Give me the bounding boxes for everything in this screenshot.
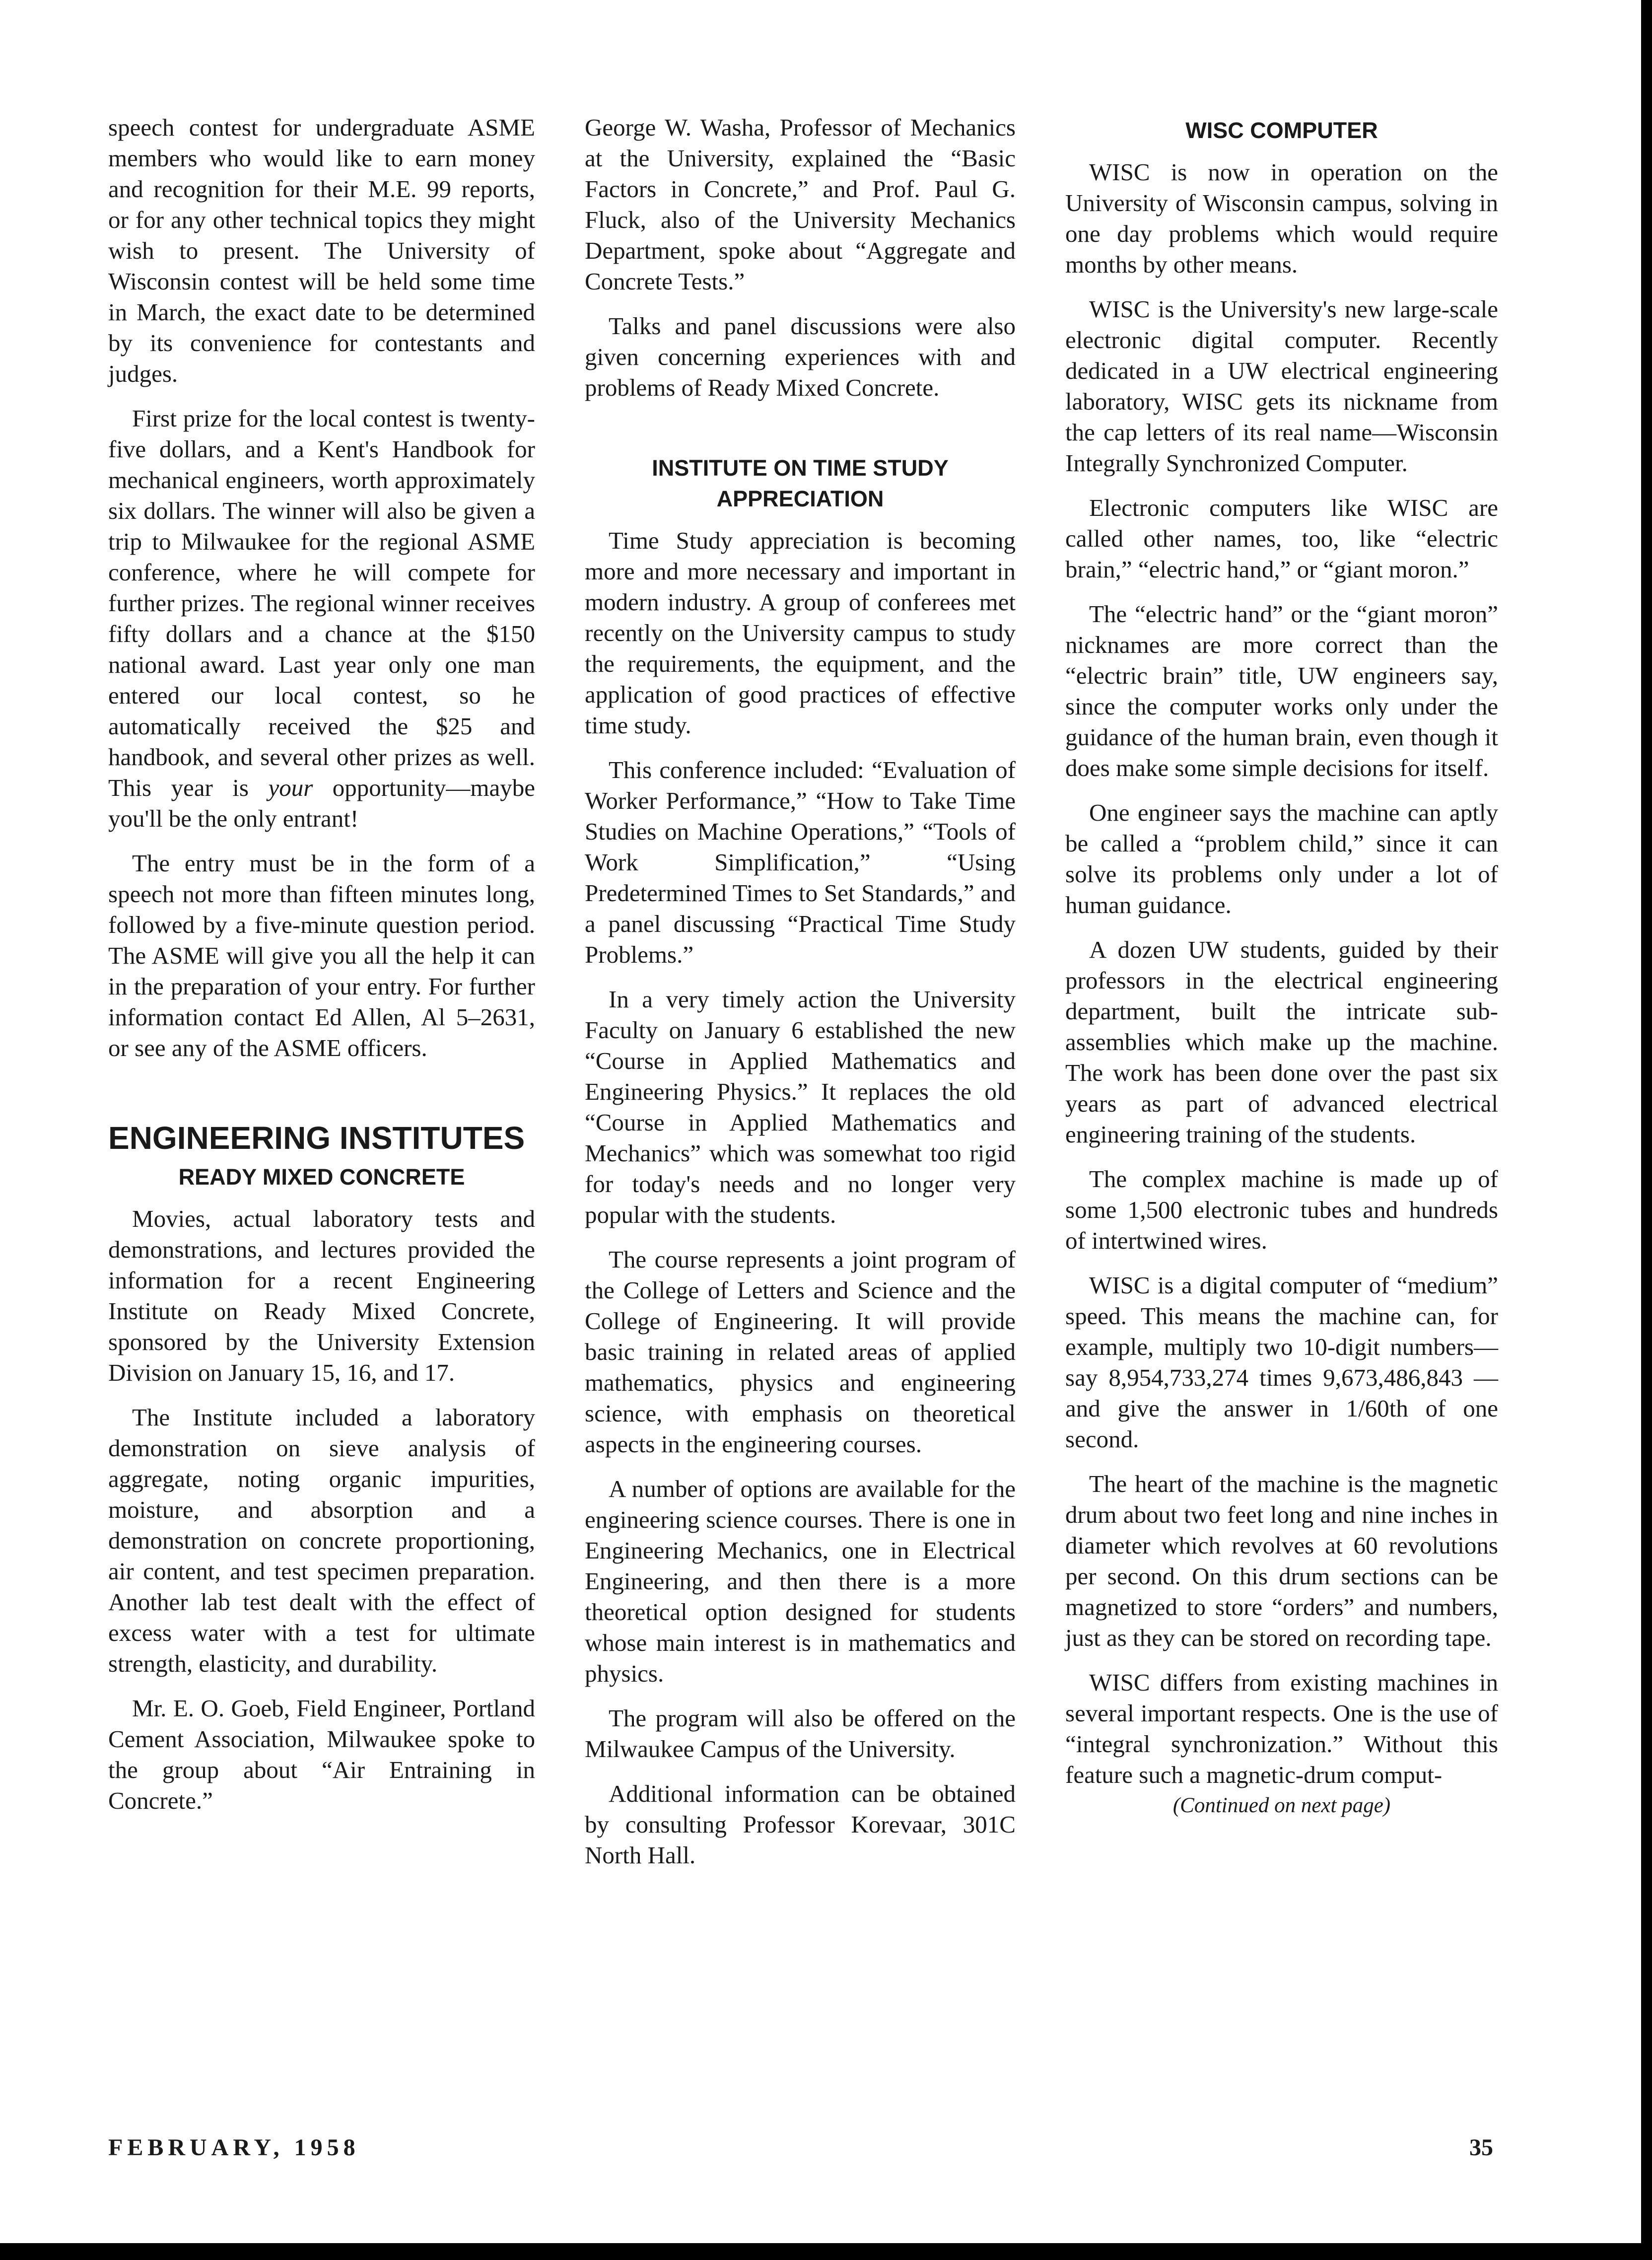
scan-edge-right: [1641, 0, 1652, 2260]
paragraph: George W. Washa, Professor of Mechanics at the University, explained the “Basic Factors in Concrete,” and Prof. Paul G. Fluck, also of the University Mechanics Department, spoke about “Aggregate and Concrete Tests.”: [585, 114, 1016, 295]
paragraph: Mr. E. O. Goeb, Field Engineer, Portland Cement Association, Milwaukee spoke to the group about “Air Entraining in Concrete.”: [108, 1695, 535, 1814]
paragraph: [108, 403, 535, 834]
section-title: ENGINEERING INSTITUTES: [108, 1120, 525, 1156]
paragraph: WISC differs from existing machines in several important respects. One is the use of “integral synchronization.” Without this feature such a magnetic-drum comput-: [1065, 1669, 1498, 1788]
continued-note: (Continued on next page): [1172, 1794, 1391, 1817]
paragraph: The program will also be offered on the Milwaukee Campus of the University.: [585, 1704, 1016, 1763]
paragraph: This conference included: “Evaluation of Worker Performance,” “How to Take Time Studies on Machine Operations,” “Tools of Work Simplification,” “Using Predetermined Times to Set Standards,” and a panel discussing “Practical Time Study Problems.”: [585, 756, 1016, 968]
page-number: 35: [1469, 2134, 1493, 2161]
paragraph: Time Study appreciation is becoming more and more necessary and important in modern industry. A group of conferees met recently on the University campus to study the requirements, the equipment, and the application of good practices of effective time study.: [585, 527, 1016, 739]
paragraph: Electronic computers like WISC are called other names, too, like “electric brain,” “electric hand,” or “giant moron.”: [1065, 494, 1498, 583]
paragraph: A number of options are available for the engineering science courses. There is one in Engineering Mechanics, one in Electrical Engineering, and then there is a more theoretical option designed for students whose main interest is in mathematics and physics.: [585, 1475, 1016, 1687]
paragraph: Talks and panel discussions were also given concerning experiences with and problems of Ready Mixed Concrete.: [585, 312, 1016, 401]
paragraph: The entry must be in the form of a speech not more than fifteen minutes long, followed by a five-minute question period. The ASME will give you all the help it can in the preparation of your entry. For further information contact Ed Allen, Al 5–2631, or see any of the ASME officers.: [108, 849, 535, 1061]
paragraph: Movies, actual laboratory tests and demonstrations, and lectures provided the information for a recent Engineering Institute on Ready Mixed Concrete, sponsored by the University Extension Division on January 15, 16, and 17.: [108, 1205, 535, 1386]
scan-edge-bottom: [0, 2243, 1652, 2260]
paragraph: The complex machine is made up of some 1,500 electronic tubes and hundreds of intertwined wires.: [1065, 1165, 1498, 1254]
paragraph: One engineer says the machine can aptly be called a “problem child,” since it can solve its problems only under a lot of human guidance.: [1065, 799, 1498, 918]
paragraph-text: opportunity—maybe you'll be the only entrant!: [108, 774, 536, 832]
paragraph: WISC is a digital computer of “medium” speed. This means the machine can, for example, multiply two 10-digit numbers—say 8,954,733,274 times 9,673,486,843 — and give the answer in 1/60th of one second.: [1065, 1271, 1498, 1453]
paragraph: The heart of the machine is the magnetic drum about two feet long and nine inches in diameter which revolves at 60 revolutions per second. On this drum sections can be magnetized to store “orders” and numbers, just as they can be stored on recording tape.: [1065, 1470, 1498, 1651]
footer-date: FEBRUARY, 1958: [108, 2134, 360, 2161]
paragraph: The Institute included a laboratory demonstration on sieve analysis of aggregate, noting organic impurities, moisture, and absorption and a demonstration on concrete proportioning, air content, and test specimen preparation. Another lab test dealt with the effect of excess water with a test for ultimate strength, elasticity, and durability.: [108, 1404, 535, 1677]
paragraph: WISC is now in operation on the University of Wisconsin campus, solving in one day problems which would require months by other means.: [1065, 158, 1498, 278]
paragraph: WISC is the University's new large-scale electronic digital computer. Recently dedicated in a UW electrical engineering laboratory, WISC gets its nickname from the cap letters of its real name—Wisconsin Integrally Synchronized Computer.: [1065, 295, 1498, 477]
column-middle: [585, 112, 1016, 1871]
emphasis-text: your: [268, 774, 313, 801]
column-left: [108, 112, 535, 1816]
paragraph-text: First prize for the local contest is twenty-five dollars, and a Kent's Handbook for mechanical engineers, worth approximately six dollars. The winner will also be given a trip to Milwaukee for the regional ASME conference, where he will compete for further prizes. The regional winner receives fifty dollars and a chance at the $150 national award. Last year only one man entered our local contest, so he automatically received the $25 and handbook, and several other prizes as well. This year is: [108, 405, 535, 801]
paragraph: Additional information can be obtained by consulting Professor Korevaar, 301C North Hall.: [585, 1780, 1016, 1869]
paragraph: The “electric hand” or the “giant moron” nicknames are more correct than the “electric brain” title, UW engineers say, since the computer works only under the guidance of the human brain, even though it does make some simple decisions for itself.: [1065, 600, 1498, 781]
subsection-title: READY MIXED CONCRETE: [178, 1164, 465, 1190]
paragraph: speech contest for undergraduate ASME members who would like to earn money and recognition for their M.E. 99 reports, or for any other technical topics they might wish to present. The University of Wisconsin contest will be held some time in March, the exact date to be determined by its convenience for contestants and judges.: [108, 114, 535, 387]
subsection-title: WISC COMPUTER: [1185, 118, 1378, 143]
paragraph: A dozen UW students, guided by their professors in the electrical engineering department, built the intricate sub-assemblies which make up the machine. The work has been done over the past six years as part of advanced electrical engineering training of the students.: [1065, 936, 1498, 1148]
paragraph: The course represents a joint program of the College of Letters and Science and the College of Engineering. It will provide basic training in related areas of applied mathematics, physics and engineering science, with emphasis on theoretical aspects in the engineering courses.: [585, 1246, 1016, 1458]
paragraph: In a very timely action the University Faculty on January 6 established the new “Course in Applied Mathematics and Engineering Physics.” It replaces the old “Course in Applied Mathematics and Mechanics” which was somewhat too rigid for today's needs and no longer very popular with the students.: [585, 986, 1016, 1228]
column-right: [1065, 115, 1498, 1820]
subsection-title: INSTITUTE ON TIME STUDY APPRECIATION: [652, 455, 949, 511]
